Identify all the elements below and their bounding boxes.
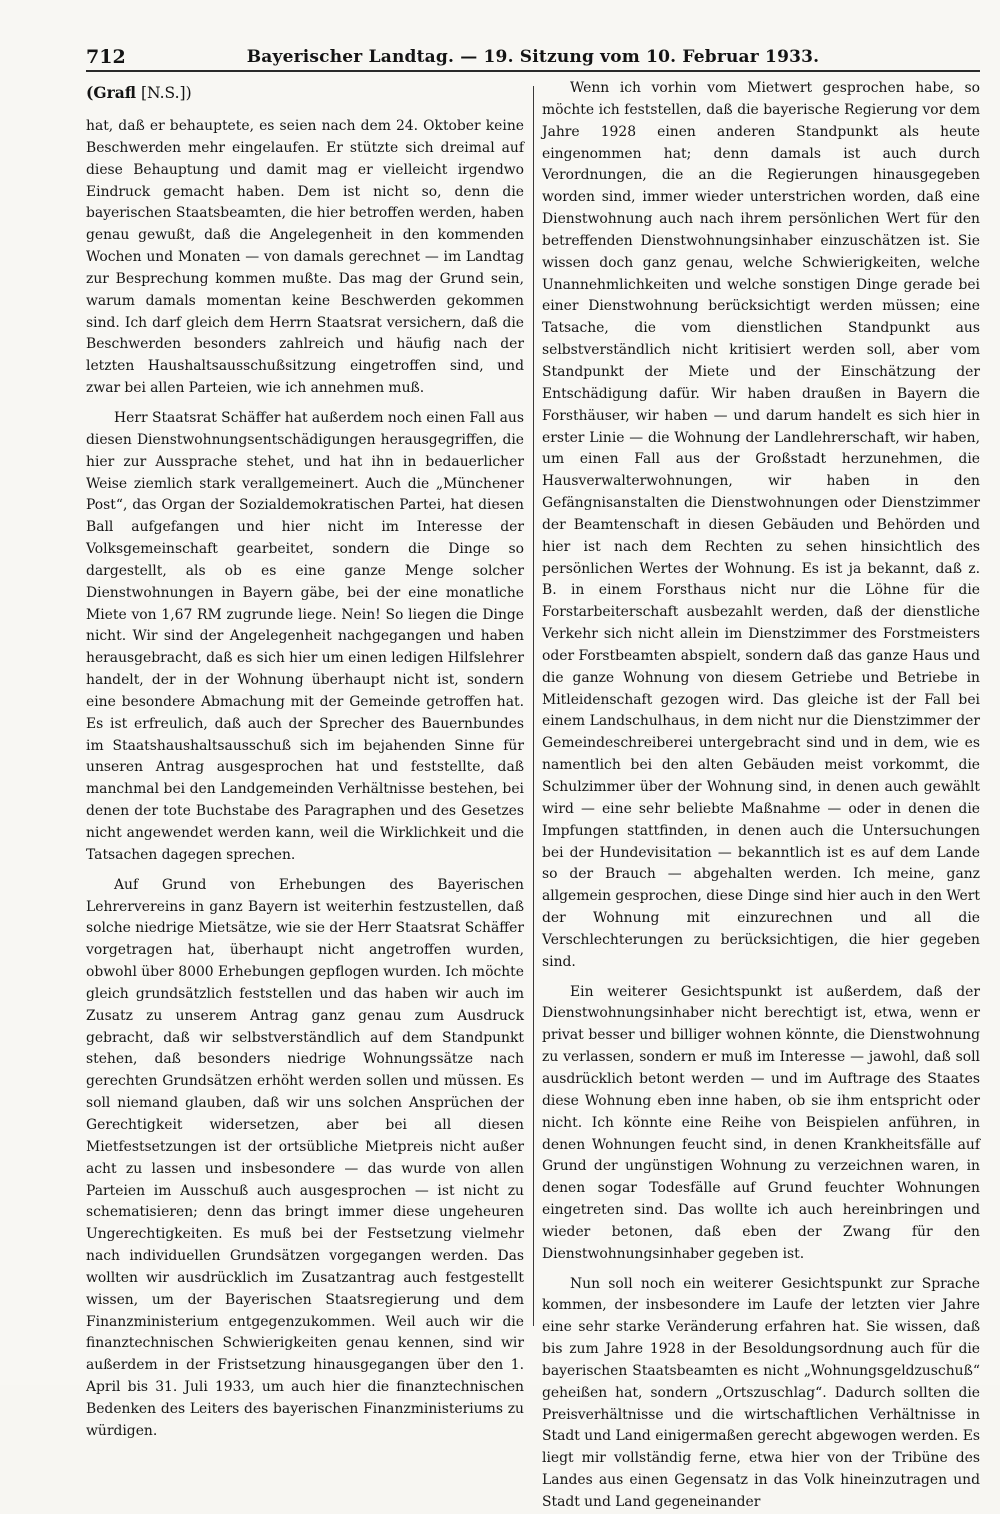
- speaker-name: (Grafl: [86, 83, 137, 102]
- running-head: Bayerischer Landtag. — 19. Sitzung vom 10. Februar 1933.: [246, 47, 820, 67]
- paragraph: Auf Grund von Erhebungen des Bayerischen Lehrervereins in ganz Bayern ist weiterhin festzustellen, daß solche niedrige Mietsätze, wie sie der Herr Staatsrat Schäffer vorgetragen hat, überhaupt nicht angetroffen wurden, obwohl über 8000 Erhebungen gepflogen wurden. Ich möchte gleich grundsätzlich feststellen und das haben wir auch im Zusatz zu unserem Antrag ganz genau zum Ausdruck gebracht, daß wir selbstverständlich auf dem Standpunkt stehen, daß besonders niedrige Wohnungssätze nach gerechten Grundsätzen erhöht werden sollen und müssen. Es soll niemand glauben, daß wir uns solchen Ansprüchen der Gerechtigkeit widersetzen, aber bei all diesen Mietfestsetzungen ist der ortsübliche Mietpreis nicht außer acht zu lassen und insbesondere — das wurde von allen Parteien im Ausschuß auch ausgesprochen — ist nicht zu schematisieren; denn das bringt immer diese ungeheuren Ungerechtigkeiten. Es muß bei der Festsetzung vielmehr nach individuellen Grundsätzen vorgegangen werden. Das wollten wir ausdrücklich im Zusatzantrag auch festgestellt wissen, um der Bayerischen Staatsregierung und dem Finanzministerium entgegenzukommen. Weil auch wir die finanztechnischen Schwierigkeiten genau kennen, sind wir außerdem in der Fristsetzung hinausgegangen über den 1. April bis 31. Juli 1933, um auch hier die finanztechnischen Bedenken des Leiters des bayerischen Finanzministeriums zu würdigen.: [86, 876, 524, 1439]
- column-divider: [533, 86, 534, 1326]
- page-number: 712: [86, 46, 126, 68]
- text-columns: [86, 78, 980, 1510]
- speaker-party: [N.S.]): [141, 84, 192, 102]
- paragraph: Nun soll noch ein weiterer Gesichtspunkt zur Sprache kommen, der insbesondere im Laufe der letzten vier Jahre eine sehr starke Veränderung erfahren hat. Sie wissen, daß bis zum Jahre 1928 in der Besoldungsordnung auch für die bayerischen Staatsbeamten es nicht „Wohnungsgeldzuschuß“ geheißen hat, sondern „Ortszuschlag“. Dadurch sollten die Preisverhältnisse und die wirtschaftlichen Verhältnisse in Stadt und Land einigermaßen gerecht abgewogen werden. Es liegt mir vollständig ferne, etwa hier von der Tribüne des Landes aus einen Gegensatz in das Volk hineinzutragen und Stadt und Land gegeneinander: [542, 1275, 980, 1510]
- paragraph: Herr Staatsrat Schäffer hat außerdem noch einen Fall aus diesen Dienstwohnungsentschädigungen herausgegriffen, die hier zur Aussprache stehet, und hat ihn in bedauerlicher Weise ziemlich stark verallgemeinert. Auch die „Münchener Post“, das Organ der Sozialdemokratischen Partei, hat diesen Ball aufgefangen und hier nicht im Interesse der Volksgemeinschaft gearbeitet, sondern die Dinge so dargestellt, als ob es eine ganze Menge solcher Dienstwohnungen in Bayern gäbe, bei der eine monatliche Miete von 1,67 RM zugrunde liege. Nein! So liegen die Dinge nicht. Wir sind der Angelegenheit nachgegangen und haben herausgebracht, daß es sich hier um einen ledigen Hilfslehrer handelt, der in der Wohnung überhaupt nicht ist, sondern eine besondere Abmachung mit der Gemeinde getroffen hat. Es ist erfreulich, daß auch der Sprecher des Bauernbundes im Staatshaushaltsausschuß sich im bejahenden Sinne für unseren Antrag ausgesprochen hat und feststellte, daß manchmal bei den Landgemeinden Verhältnisse bestehen, bei denen der tote Buchstabe des Paragraphen und des Gesetzes nicht angewendet werden kann, weil die Wirklichkeit und die Tatsachen dagegen sprechen.: [86, 409, 524, 863]
- paragraph: Wenn ich vorhin vom Mietwert gesprochen habe, so möchte ich feststellen, daß die bayerische Regierung vor dem Jahre 1928 einen anderen Standpunkt als heute eingenommen hat; denn damals ist auch durch Verordnungen, die an die Regierungen hinausgegeben worden sind, immer wieder unterstrichen worden, daß eine Dienstwohnung auch nach ihrem persönlichen Wert für den betreffenden Dienstwohnungsinhaber einzuschätzen ist. Sie wissen doch ganz genau, welche Schwierigkeiten, welche Unannehmlichkeiten und welche sonstigen Dinge gerade bei einer Dienstwohnung berücksichtigt werden müssen; eine Tatsache, die vom dienstlichen Standpunkt aus selbstverständlich nicht kritisiert werden soll, aber vom Standpunkt der Miete und der Einschätzung der Entschädigung dafür. Wir haben draußen in Bayern die Forsthäuser, wir haben — und darum handelt es sich hier in erster Linie — die Wohnung der Landlehrerschaft, wir haben, um einen Fall aus der Großstadt herzunehmen, die Hausverwalterwohnungen, wir haben in den Gefängnisanstalten die Dienstwohnungen oder Dienstzimmer der Beamtenschaft in diesen Gebäuden und Behörden und hier ist nach dem Rechten zu sehen hinsichtlich des persönlichen Wertes der Wohnung. Es ist ja bekannt, daß z. B. in einem Forsthaus nicht nur die Löhne für die Forstarbeiterschaft ausbezahlt werden, daß der dienstliche Verkehr sich nicht allein im Dienstzimmer des Forstmeisters oder Forstbeamten abspielt, sondern daß das ganze Haus und die ganze Wohnung von diesem Getriebe und Betriebe in Mitleidenschaft gezogen wird. Das gleiche ist der Fall bei einem Landschulhaus, in dem nicht nur die Dienstzimmer der Gemeindeschreiberei untergebracht sind und in dem, wie es namentlich bei den alten Gebäuden meist vorkommt, die Schulzimmer über der Wohnung sind, in denen auch gewählt wird — eine sehr beliebte Maßnahme — oder in denen die Impfungen stattfinden, in denen auch die Untersuchungen bei der Hundevisitation — bekanntlich ist es auf dem Lande so der Brauch — abgehalten werden. Ich meine, ganz allgemein gesprochen, diese Dinge sind hier auch in den Wert der Wohnung mit einzurechnen und all die Verschlechterungen zu berücksichtigen, die hier gegeben sind.: [542, 80, 980, 970]
- paragraph: hat, daß er behauptete, es seien nach dem 24. Oktober keine Beschwerden mehr eingelaufen. Er stützte sich dreimal auf diese Behauptung und damit mag er vielleicht irgendwo Eindruck gemacht haben. Dem ist nicht so, denn die bayerischen Staatsbeamten, die hier betroffen werden, haben genau gewußt, daß die Angelegenheit in den kommenden Wochen und Monaten — von damals gerechnet — im Landtag zur Besprechung kommen mußte. Das mag der Grund sein, warum damals momentan keine Beschwerden gekommen sind. Ich darf gleich dem Herrn Staatsrat versichern, daß die Beschwerden besonders zahlreich und häufig nach der letzten Haushaltsausschußsitzung eingetroffen sind, und zwar bei allen Parteien, wie ich annehmen muß.: [86, 118, 524, 397]
- speaker-label: [86, 82, 524, 104]
- right-column: [542, 78, 980, 1510]
- page-header: [86, 40, 980, 72]
- paragraph: Ein weiterer Gesichtspunkt ist außerdem, daß der Dienstwohnungsinhaber nicht berechtigt ist, etwa, wenn er privat besser und billiger wohnen könnte, die Dienstwohnung zu verlassen, sondern er muß im Interesse — jawohl, daß soll ausdrücklich betont werden — und im Auftrage des Staates diese Wohnung eben inne haben, ob sie ihm entspricht oder nicht. Ich könnte eine Reihe von Beispielen anführen, in denen Wohnungen feucht sind, in denen Krankheitsfälle auf Grund der ungünstigen Wohnung zu verzeichnen waren, in denen sogar Todesfälle auf Grund feuchter Wohnungen eingetreten sind. Das wollte ich auch hereinbringen und wieder betonen, daß eben der Zwang für den Dienstwohnungsinhaber gegeben ist.: [542, 983, 980, 1262]
- left-column: [86, 78, 524, 1439]
